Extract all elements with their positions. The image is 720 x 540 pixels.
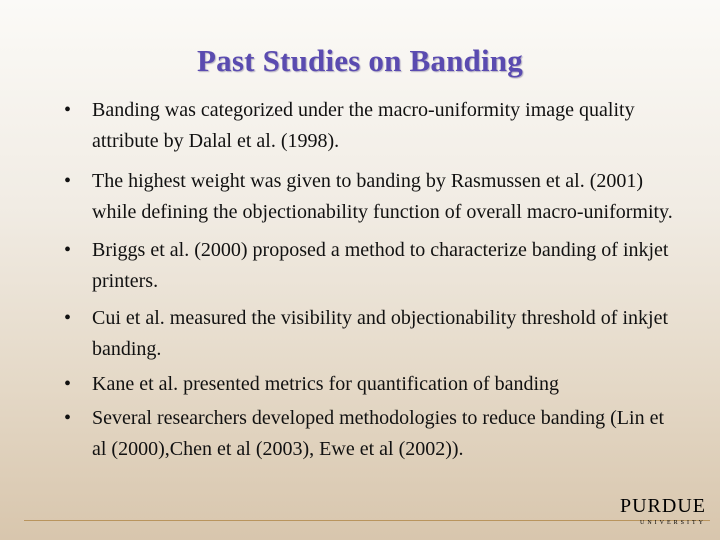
logo-subtext: UNIVERSITY — [640, 520, 706, 526]
bullet-item — [64, 166, 674, 228]
bullet-item — [64, 303, 674, 365]
bullet-text: Banding was categorized under the macro-uniformity image quality attribute by Dalal et al. (1998). — [92, 99, 635, 152]
bullet-text: The highest weight was given to banding by Rasmussen et al. (2001) while defining the objectionability function of overall macro-uniformity. — [92, 170, 673, 223]
bullet-text: Cui et al. measured the visibility and objectionability threshold of inkjet banding. — [92, 307, 668, 360]
bullet-icon: • — [64, 170, 72, 192]
bullet-list — [64, 95, 674, 465]
bullet-icon: • — [64, 307, 72, 329]
logo-wordmark: PURDUE — [619, 495, 706, 517]
bullet-icon: • — [64, 239, 72, 261]
slide-title: Past Studies on Banding — [197, 43, 523, 78]
bullet-item — [64, 235, 674, 297]
bullet-text: Kane et al. presented metrics for quantification of banding — [92, 373, 560, 395]
bullet-item — [64, 369, 674, 400]
purdue-logo — [604, 497, 706, 527]
bullet-icon: • — [64, 407, 72, 429]
bullet-item — [64, 403, 674, 465]
bullet-item — [64, 95, 674, 157]
bullet-icon: • — [64, 99, 72, 121]
bullet-icon: • — [64, 373, 72, 395]
bullet-text: Briggs et al. (2000) proposed a method to characterize banding of inkjet printers. — [92, 239, 669, 292]
bullet-text: Several researchers developed methodologies to reduce banding (Lin et al (2000),Chen et al (2003), Ewe et al (2002)). — [92, 407, 665, 460]
